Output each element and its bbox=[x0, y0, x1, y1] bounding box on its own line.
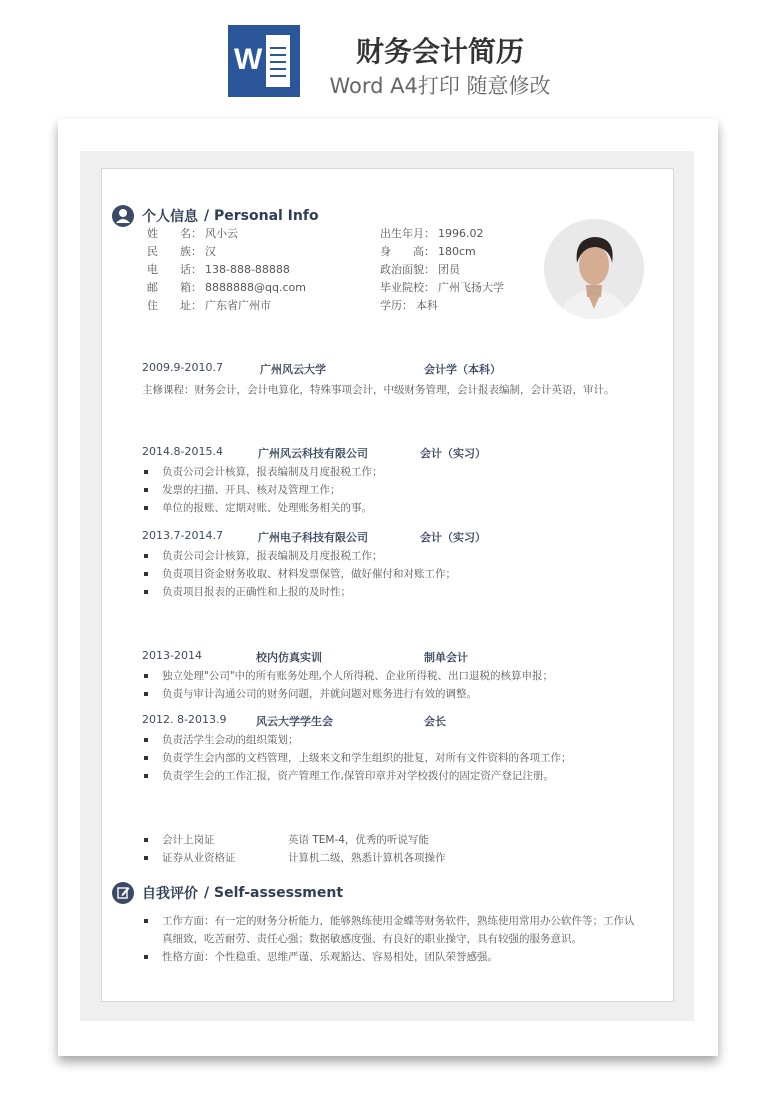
cert-detail: 计算机二级，熟悉计算机各项操作 bbox=[288, 852, 446, 864]
campus-date: 2013-2014 bbox=[142, 649, 202, 662]
self-assessment-title-en: / Self-assessment bbox=[204, 885, 344, 901]
personal-info-right bbox=[380, 225, 504, 315]
campus-entry bbox=[142, 649, 468, 665]
info-label: 邮 箱： bbox=[147, 281, 202, 294]
resume-page bbox=[101, 168, 674, 1002]
page-subtitle: Word A4打印 随意修改 bbox=[329, 74, 551, 98]
resume-paper bbox=[58, 119, 718, 1056]
info-label: 学历： bbox=[380, 299, 413, 312]
info-value: 本科 bbox=[416, 299, 438, 312]
education-major: 会计学（本科） bbox=[424, 363, 501, 376]
info-label: 出生年月： bbox=[380, 227, 435, 240]
list-item: 性格方面：个性稳重、思维严谨、乐观豁达、容易相处，团队荣誉感强。 bbox=[142, 948, 642, 966]
info-value: 风小云 bbox=[205, 227, 238, 240]
list-item: 负责项目资金财务收取、材料发票保管，做好催付和对账工作； bbox=[142, 565, 456, 583]
info-value: 180cm bbox=[438, 245, 476, 258]
person-icon bbox=[112, 205, 134, 227]
list-item: 负责活学生会动的组织策划； bbox=[142, 731, 572, 749]
education-date: 2009.9-2010.7 bbox=[142, 361, 223, 374]
work-role: 会计（实习） bbox=[420, 531, 486, 544]
info-value: 团员 bbox=[438, 263, 460, 276]
education-entry bbox=[142, 361, 501, 377]
list-item: 独立处理"公司"中的所有账务处理,个人所得税、企业所得税、出口退税的核算申报； bbox=[142, 667, 553, 685]
work-role: 会计（实习） bbox=[420, 447, 486, 460]
campus-org: 风云大学学生会 bbox=[256, 715, 333, 728]
page-title: 财务会计简历 bbox=[355, 35, 524, 68]
list-item: 负责学生会的工作汇报，资产管理工作,保管印章并对学校拨付的固定资产登记注册。 bbox=[142, 767, 572, 785]
campus-org: 校内仿真实训 bbox=[256, 651, 322, 664]
work-bullets bbox=[142, 463, 383, 517]
work-date: 2014.8-2015.4 bbox=[142, 445, 223, 458]
cert-name: 会计上岗证 bbox=[162, 834, 215, 846]
personal-info-heading bbox=[112, 205, 319, 227]
list-item: 负责公司会计核算，报表编制及月度报税工作； bbox=[142, 547, 456, 565]
info-value: 汉 bbox=[205, 245, 216, 258]
work-bullets bbox=[142, 547, 456, 601]
work-date: 2013.7-2014.7 bbox=[142, 529, 223, 542]
education-school: 广州风云大学 bbox=[260, 363, 326, 376]
list-item: 工作方面：有一定的财务分析能力，能够熟练使用金蝶等财务软件，熟练使用常用办公软件等；工作认真细致，吃苦耐劳、责任心强；数据敏感度强、有良好的职业操守，具有较强的服务意识。 bbox=[142, 912, 642, 948]
list-item: 单位的报账、定期对账、处理账务相关的事。 bbox=[142, 499, 383, 517]
cert-list bbox=[142, 831, 446, 867]
campus-bullets bbox=[142, 667, 553, 703]
edit-icon bbox=[112, 882, 134, 904]
campus-bullets bbox=[142, 731, 572, 785]
work-entry bbox=[142, 529, 486, 545]
campus-role: 制单会计 bbox=[424, 651, 468, 664]
personal-info-title-cn: 个人信息 bbox=[142, 209, 198, 225]
info-value: 广州飞扬大学 bbox=[438, 281, 504, 294]
list-item bbox=[142, 849, 446, 867]
info-label: 政治面貌： bbox=[380, 263, 435, 276]
info-label: 住 址： bbox=[147, 299, 202, 312]
self-assessment-bullets bbox=[142, 912, 642, 966]
education-courses: 主修课程：财务会计，会计电算化，特殊事项会计，中级财务管理，会计报表编制，会计英语，审计。 bbox=[142, 384, 615, 396]
list-item: 负责公司会计核算，报表编制及月度报税工作； bbox=[142, 463, 383, 481]
info-label: 身 高： bbox=[380, 245, 435, 258]
info-label: 民 族： bbox=[147, 245, 202, 258]
list-item: 负责与审计沟通公司的财务问题，并就问题对账务进行有效的调整。 bbox=[142, 685, 553, 703]
avatar bbox=[544, 219, 644, 319]
word-icon bbox=[228, 25, 300, 97]
self-assessment-title-cn: 自我评价 bbox=[142, 886, 198, 902]
campus-entry bbox=[142, 713, 446, 729]
word-letter: W bbox=[234, 43, 263, 76]
list-item: 负责项目报表的正确性和上报的及时性； bbox=[142, 583, 456, 601]
self-assessment-heading bbox=[112, 882, 343, 904]
campus-date: 2012. 8-2013.9 bbox=[142, 713, 227, 726]
personal-info-title-en: / Personal Info bbox=[204, 208, 319, 224]
info-label: 电 话： bbox=[147, 263, 202, 276]
info-label: 姓 名： bbox=[147, 227, 202, 240]
work-entry bbox=[142, 445, 486, 461]
work-company: 广州电子科技有限公司 bbox=[258, 531, 368, 544]
list-item bbox=[142, 831, 446, 849]
info-value: 138-888-88888 bbox=[205, 263, 290, 276]
campus-role: 会长 bbox=[424, 715, 446, 728]
list-item: 负责学生会内部的文档管理，上级来文和学生组织的批复，对所有文件资料的各项工作； bbox=[142, 749, 572, 767]
list-item: 发票的扫描、开具、核对及管理工作； bbox=[142, 481, 383, 499]
cert-name: 证券从业资格证 bbox=[162, 852, 236, 864]
info-label: 毕业院校： bbox=[380, 281, 435, 294]
work-company: 广州风云科技有限公司 bbox=[258, 447, 368, 460]
resume-frame bbox=[80, 151, 694, 1021]
cert-detail: 英语 TEM-4，优秀的听说写能 bbox=[288, 834, 429, 846]
personal-info-left bbox=[147, 225, 306, 315]
info-value: 1996.02 bbox=[438, 227, 484, 240]
info-value: 广东省广州市 bbox=[205, 299, 271, 312]
info-value: 8888888@qq.com bbox=[205, 281, 306, 294]
